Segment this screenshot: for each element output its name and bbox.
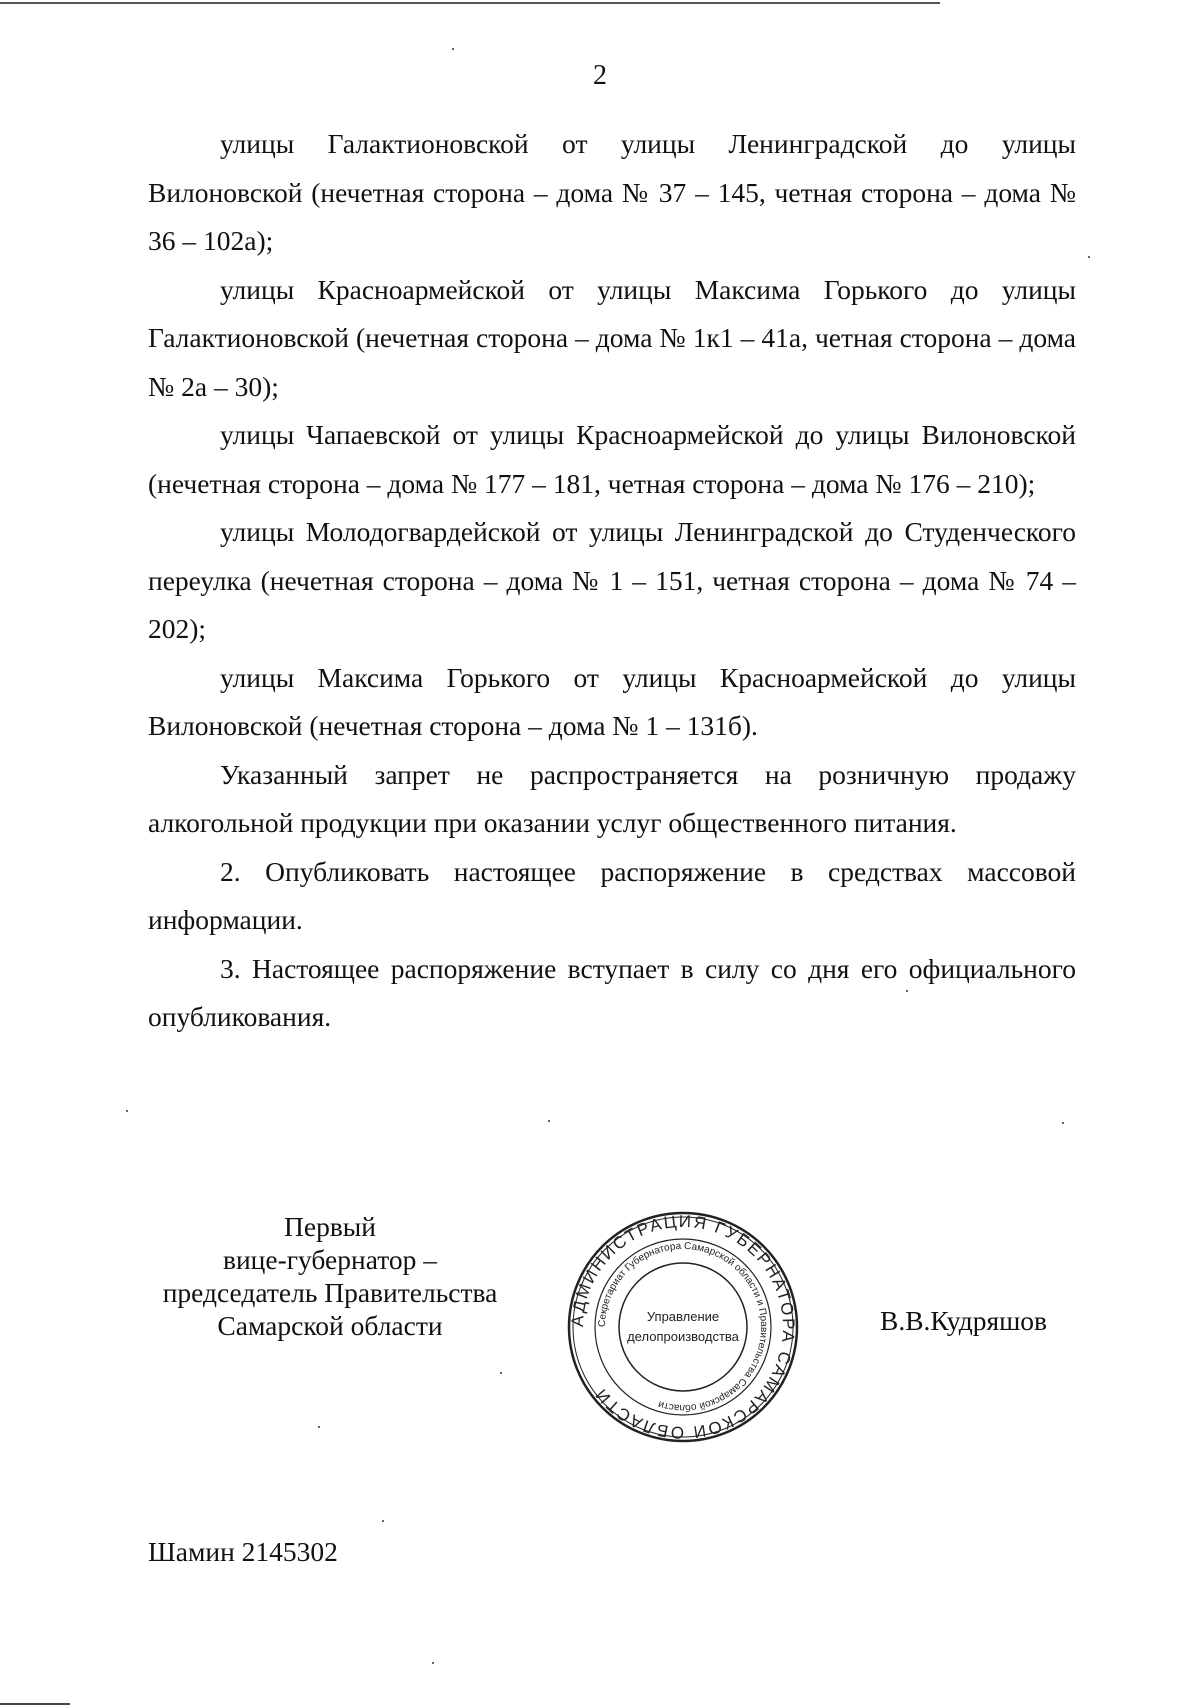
position-line: вице-губернатор – [222, 1244, 438, 1275]
position-line: Первый [284, 1211, 376, 1242]
scan-speck [452, 48, 454, 50]
scan-speck [548, 1120, 550, 1122]
seal-middle-text: Секретариат Губернатора Самарской области и Правительства Самарской области [596, 1240, 770, 1414]
position-line: Самарской области [217, 1310, 443, 1341]
scan-speck [432, 1662, 434, 1664]
seal-outer-text: АДМИНИСТРАЦИЯ ГУБЕРНАТОРА САМАРСКОЙ ОБЛАСТИ [567, 1211, 799, 1443]
bottom-edge-line [0, 1703, 70, 1705]
executor-info: Шамин 2145302 [148, 1536, 338, 1567]
position-line: председатель Правительства [162, 1277, 498, 1308]
seal-center-line-1: Управление [646, 1309, 720, 1324]
scan-speck [1088, 256, 1090, 258]
paragraph: улицы Чапаевской от улицы Красноармейской до улицы Вилоновской (нечетная сторона – дома № 177 – 181, четная сторона – дома № 176 – 210); [148, 419, 1076, 499]
paragraph: улицы Молодогвардейской от улицы Ленинградской до Студенческого переулка (нечетная сторона – дома № 1 – 151, четная сторона – дома № 74 – 202); [148, 516, 1076, 644]
paragraph: 2. Опубликовать настоящее распоряжение в средствах массовой информации. [148, 855, 1076, 935]
official-seal [563, 1207, 803, 1447]
scan-speck [318, 1426, 320, 1428]
top-edge-line [0, 2, 940, 4]
paragraph: улицы Максима Горького от улицы Красноармейской до улицы Вилоновской (нечетная сторона – дома № 1 – 131б). [148, 661, 1076, 741]
scan-speck [382, 1520, 384, 1522]
page-number: 2 [593, 60, 607, 91]
signer-name: В.В.Кудряшов [880, 1305, 1048, 1336]
scan-speck [500, 1372, 502, 1374]
paragraph: улицы Галактионовской от улицы Ленинградской до улицы Вилоновской (нечетная сторона – дома № 37 – 145, четная сторона – дома № 36 – 102а); [148, 128, 1076, 256]
paragraph: Указанный запрет не распространяется на розничную продажу алкогольной продукции при оказании услуг общественного питания. [148, 758, 1076, 838]
paragraph: 3. Настоящее распоряжение вступает в силу со дня его официального опубликования. [148, 952, 1076, 1032]
scan-speck [126, 1110, 128, 1112]
scan-speck [906, 990, 908, 992]
paragraph: улицы Красноармейской от улицы Максима Горького до улицы Галактионовской (нечетная сторона – дома № 1к1 – 41а, четная сторона – дома № 2а – 30); [148, 273, 1076, 402]
seal-center-line-2: делопроизводства [627, 1329, 739, 1344]
scan-speck [1062, 1122, 1064, 1124]
signatory-position [140, 1210, 520, 1342]
document-body [148, 120, 1076, 1042]
